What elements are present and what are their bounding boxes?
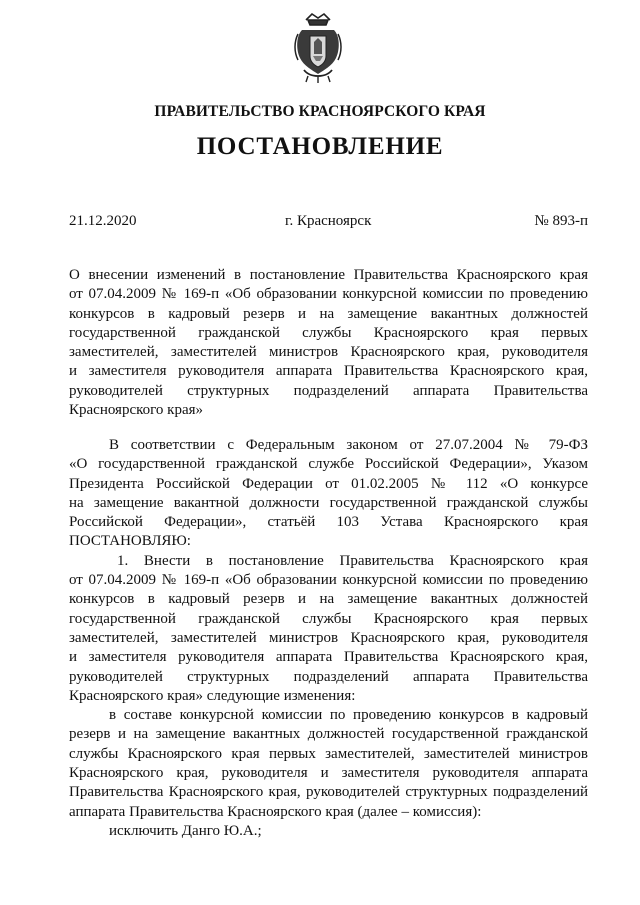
body-line: на замещение вакантной должности государственной гражданской службы (69, 494, 588, 511)
body-line: государственной гражданской службы Красноярского края первых (69, 610, 588, 627)
subject-line: и заместителя руководителя аппарата Правительства Красноярского края, (69, 363, 588, 380)
subject-line: О внесении изменений в постановление Правительства Красноярского края (69, 267, 588, 283)
body-line: заместителей, заместителей министров Красноярского края, руководителя (69, 629, 588, 646)
document-type-title: ПОСТАНОВЛЕНИЕ (196, 133, 444, 160)
body-line: «О государственной гражданской службе Российской Федерации», Указом (69, 456, 588, 473)
body-line: руководителей структурных подразделений аппарата Правительства (69, 668, 588, 685)
body-line: резерв и на замещение вакантных должностей государственной гражданской (69, 726, 588, 743)
body-line: Красноярского края, руководителя и заместителя руководителя аппарата (69, 765, 588, 782)
government-name: ПРАВИТЕЛЬСТВО КРАСНОЯРСКОГО КРАЯ (154, 103, 486, 120)
document-number: № 893-п (534, 213, 588, 229)
body-line: ПОСТАНОВЛЯЮ: (69, 533, 191, 550)
subject-line: от 07.04.2009 № 169-п «Об образовании конкурсной комиссии по проведению (69, 286, 588, 303)
body-line: в составе конкурсной комиссии по проведению конкурсов в кадровый (109, 707, 588, 724)
document-city: г. Красноярск (285, 213, 372, 229)
document-date: 21.12.2020 (69, 213, 137, 229)
document-subject (69, 266, 588, 420)
subject-line: Красноярского края» (69, 402, 204, 419)
body-line: Президента Российской Федерации от 01.02.2005 № 112 «О конкурсе (69, 475, 588, 492)
body-line: от 07.04.2009 № 169-п «Об образовании конкурсной комиссии по проведению (69, 572, 588, 589)
body-line: конкурсов в кадровый резерв и на замещение вакантных должностей (69, 591, 588, 608)
subject-line: руководителей структурных подразделений аппарата Правительства (69, 382, 588, 399)
coat-of-arms-emblem (292, 6, 344, 84)
subject-line: государственной гражданской службы Красноярского края первых (69, 324, 588, 341)
subject-line: конкурсов в кадровый резерв и на замещение вакантных должностей (69, 305, 588, 322)
body-line: аппарата Правительства Красноярского края (далее – комиссия): (69, 803, 482, 820)
body-line: службы Красноярского края первых заместителей, заместителей министров (69, 745, 588, 762)
body-line: 1. Внести в постановление Правительства Красноярского края (117, 552, 588, 569)
body-line: В соответствии с Федеральным законом от 27.07.2004 № 79-ФЗ (109, 437, 588, 453)
body-line: исключить Данго Ю.А.; (109, 822, 262, 839)
body-line: Красноярского края» следующие изменения: (69, 687, 356, 704)
document-body (69, 436, 588, 841)
body-line: Российской Федерации», статьёй 103 Устава Красноярского края (69, 514, 588, 531)
subject-line: заместителей, заместителей министров Красноярского края, руководителя (69, 344, 588, 361)
body-line: Правительства Красноярского края, руководителей структурных подразделений (69, 784, 588, 801)
body-line: и заместителя руководителя аппарата Правительства Красноярского края, (69, 649, 588, 666)
